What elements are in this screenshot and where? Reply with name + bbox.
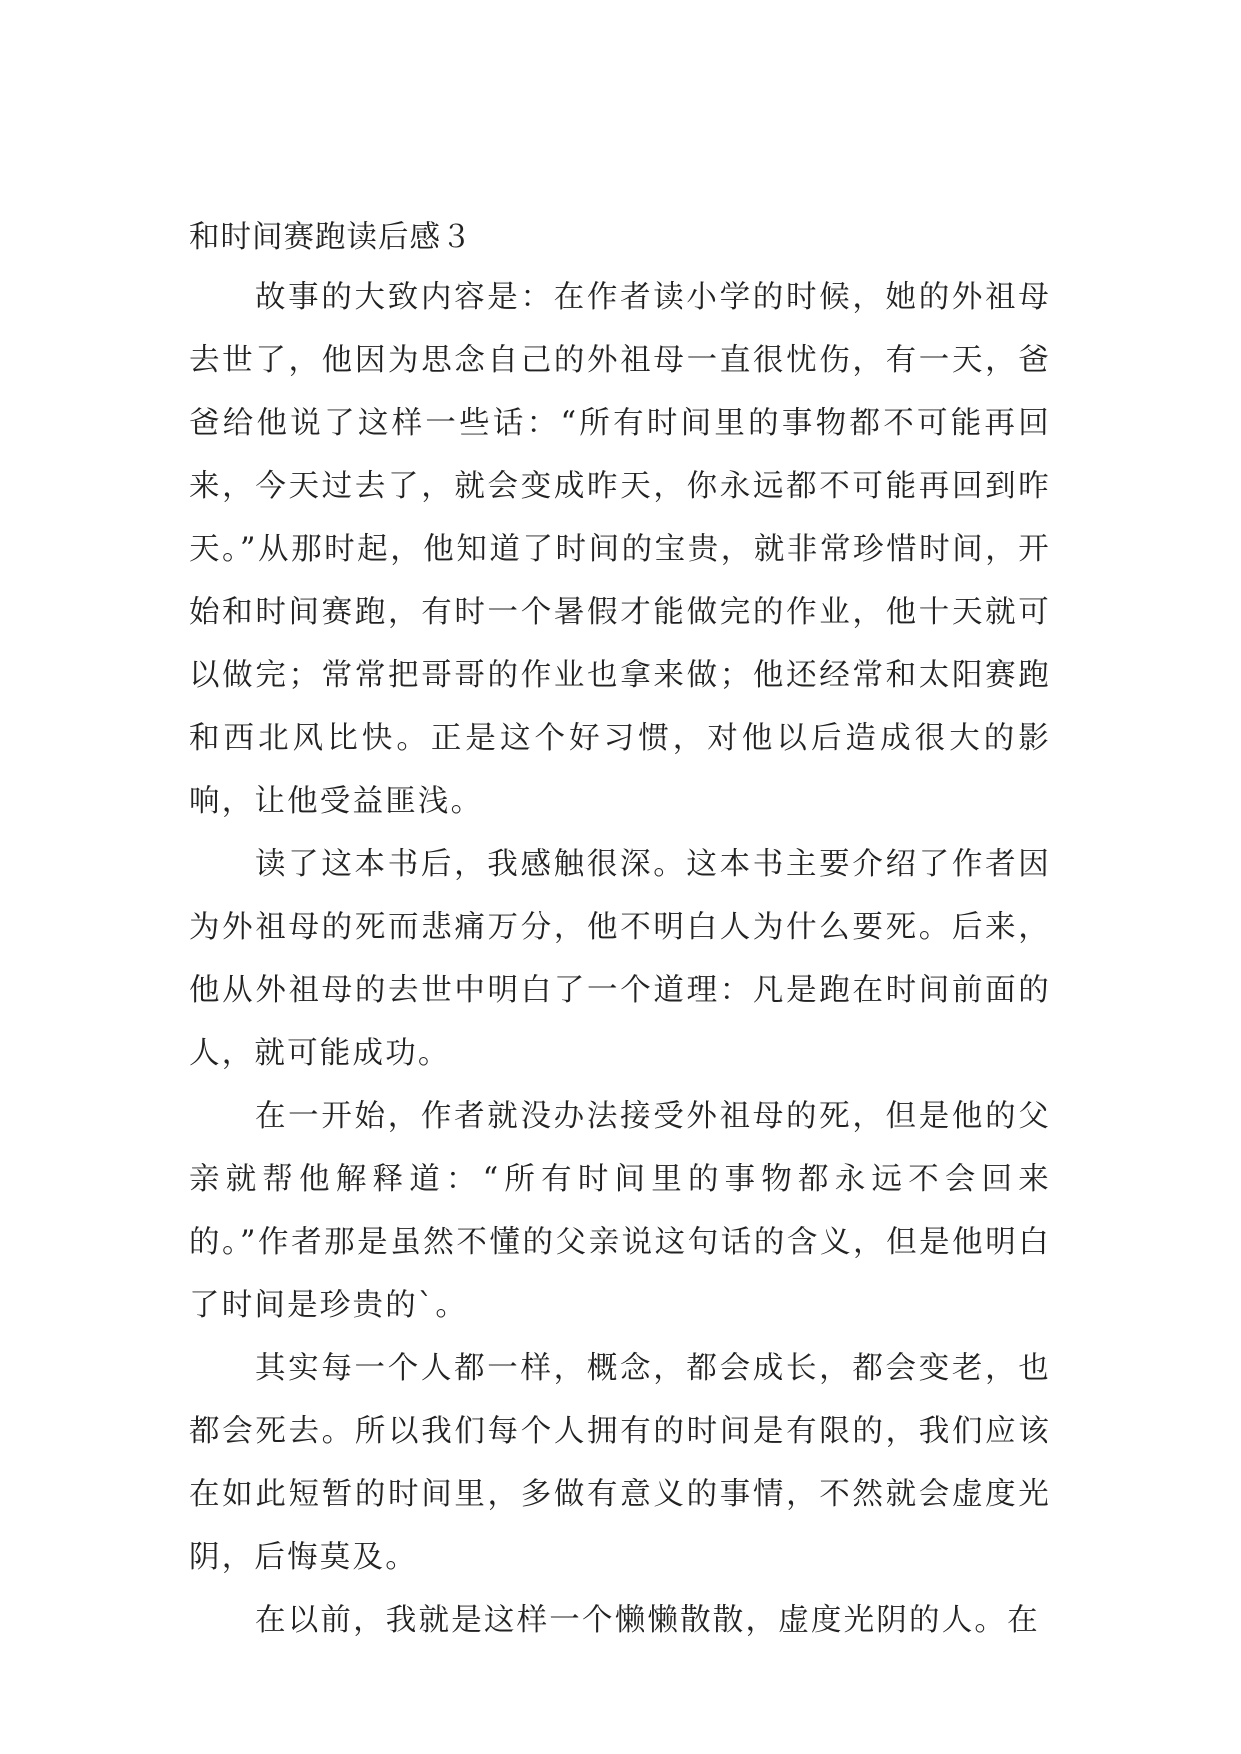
paragraph-3: 在一开始，作者就没办法接受外祖母的死，但是他的父亲就帮他解释道：“所有时间里的事物都永远不会回来的。”作者那是虽然不懂的父亲说这句话的含义，但是他明白了时间是珍贵的`。: [189, 1099, 1051, 1323]
paragraph-5: 在以前，我就是这样一个懒懒散散，虚度光阴的人。在: [255, 1603, 1040, 1638]
paragraph-1: 故事的大致内容是：在作者读小学的时候，她的外祖母去世了，他因为思念自己的外祖母一直很忧伤，有一天，爸爸给他说了这样一些话：“所有时间里的事物都不可能再回来，今天过去了，就会变成昨天，你永远都不可能再回到昨天。”从那时起，他知道了时间的宝贵，就非常珍惜时间，开始和时间赛跑，有时一个暑假才能做完的作业，他十天就可以做完；常常把哥哥的作业也拿来做；他还经常和太阳赛跑和西北风比快。正是这个好习惯，对他以后造成很大的影响，让他受益匪浅。: [189, 280, 1051, 819]
paragraph-2: 读了这本书后，我感触很深。这本书主要介绍了作者因为外祖母的死而悲痛万分，他不明白人为什么要死。后来，他从外祖母的去世中明白了一个道理：凡是跑在时间前面的人，就可能成功。: [189, 847, 1051, 1071]
paragraph-4: 其实每一个人都一样，概念，都会成长，都会变老，也都会死去。所以我们每个人拥有的时间是有限的，我们应该在如此短暂的时间里，多做有意义的事情，不然就会虚度光阴，后悔莫及。: [189, 1351, 1051, 1575]
document-title: 和时间赛跑读后感３: [189, 220, 473, 255]
document-body: [189, 216, 1051, 1652]
